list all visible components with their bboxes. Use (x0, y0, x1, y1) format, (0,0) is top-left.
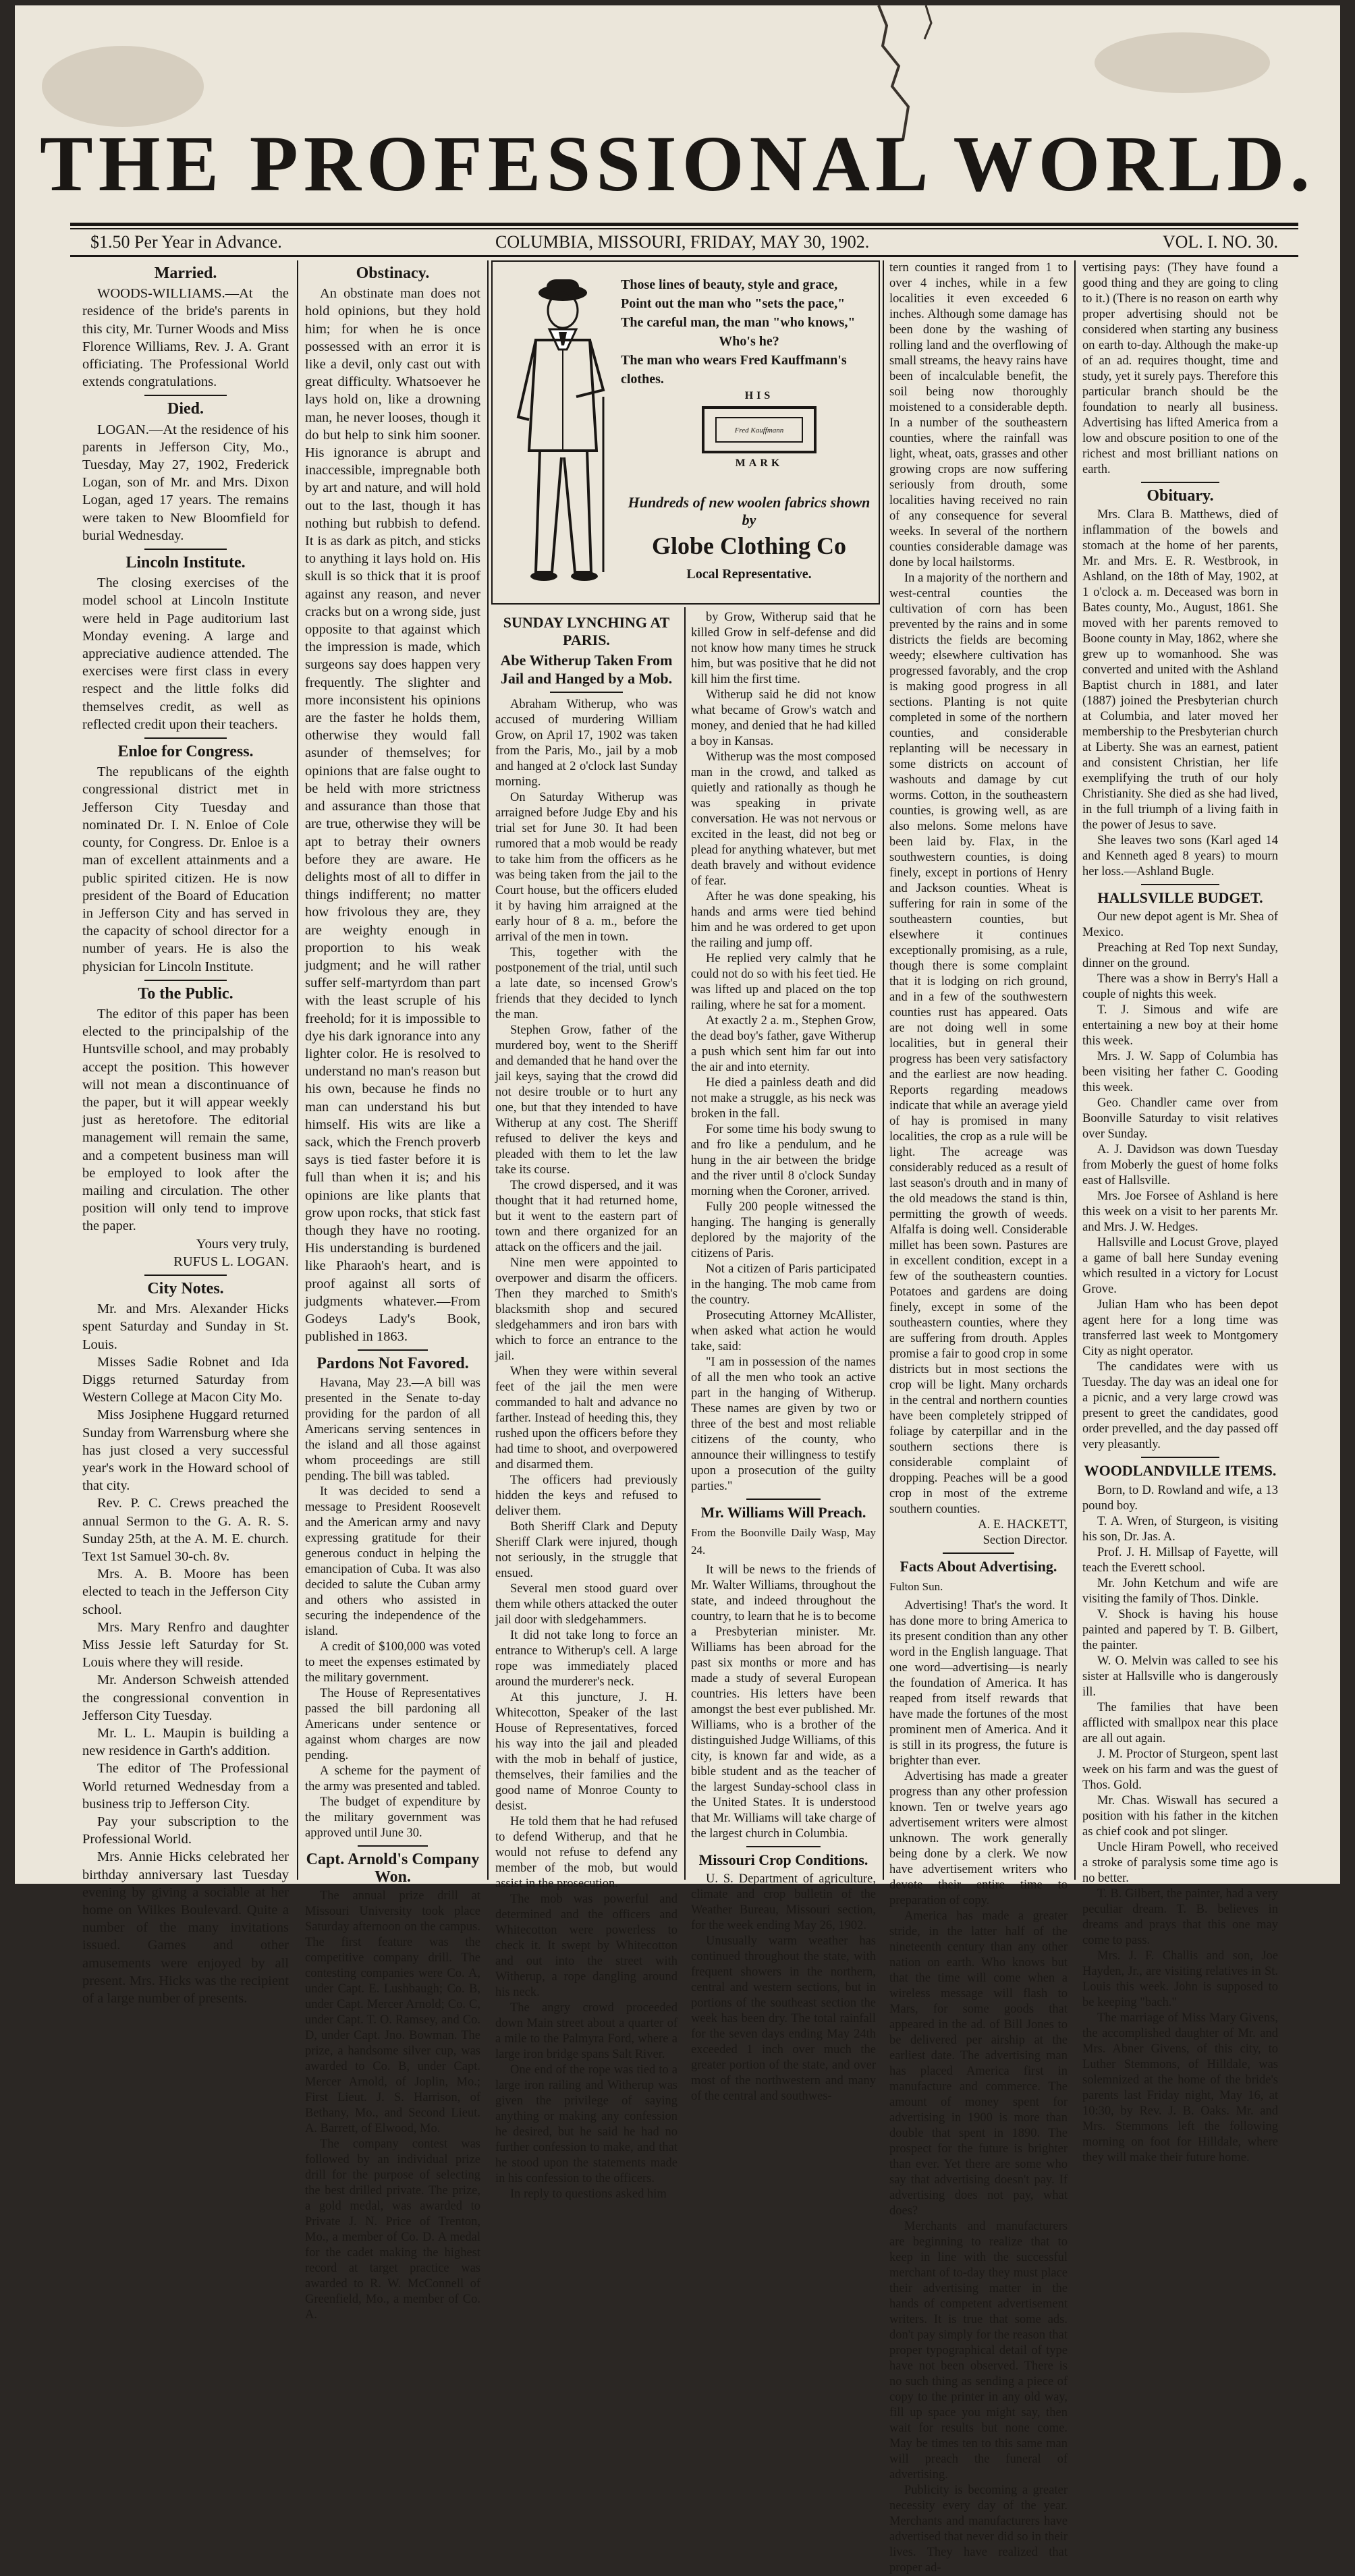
city-notes-heading: City Notes. (147, 1279, 224, 1297)
section-separator (746, 1499, 821, 1500)
hallsville-item: Our new depot agent is Mr. Shea of Mexico. (1082, 910, 1278, 940)
city-note: The editor of The Professional World returned Wednesday from a business trip to Jefferson City. (82, 1761, 289, 1812)
ad-verse-line: Point out the man who "sets the pace," (621, 296, 846, 311)
trademark-name: Fred Kauffmann (715, 417, 803, 443)
hallsville-item: Geo. Chandler came over from Boonville Saturday to visit relatives over Sunday. (1082, 1096, 1278, 1142)
hallsville-item: Preaching at Red Top next Sunday, dinner on the ground. (1082, 941, 1278, 971)
column-rule (883, 260, 884, 1880)
section-separator (358, 1349, 428, 1351)
williams-source: From the Boonville Daily Wasp, May 24. (691, 1526, 876, 1557)
ad-verse-line: The man who wears Fred Kauffmann's clothes. (621, 353, 847, 387)
ad-verse (621, 275, 877, 389)
masthead: THE PROFESSIONAL WORLD. (40, 119, 1315, 208)
lynching-paragraph: Fully 200 people witnessed the hanging. The hanging is generally deplored by the majority of the citizens of Paris. (691, 1200, 876, 1260)
kauffmann-trademark (695, 390, 823, 478)
crop-heading: Missouri Crop Conditions. (698, 1851, 868, 1868)
lynching-paragraph: This, together with the postponement of the trial, until such a late date, so incensed Grow's friends that they decided to lynch the man. (495, 945, 678, 1021)
lincoln-text: The closing exercises of the model school at Lincoln Institute were held in Page auditorium last Monday evening. A large and appreciative audience attended. The exercises were first class in every respect and the little folks did themselves credit, as well as reflected credit upon their teachers. (82, 576, 289, 732)
lynching-paragraph: by Grow, Witherup said that he killed Grow in self-defense and did not know how many times he struck him, but was positive that he did not kill him the first time. (691, 611, 876, 686)
section-separator (144, 980, 227, 981)
lynching-paragraph: After he was done speaking, his hands and arms were tied behind him and he was ordered to get upon the railing and jump off. (691, 890, 876, 950)
place-and-date: COLUMBIA, MISSOURI, FRIDAY, MAY 30, 1902. (495, 232, 870, 252)
city-note: Mrs. Annie Hicks celebrated her birthday anniversary last Tuesday evening by giving a sociable at her home on Wilkes Boulevard. Quite a number of the many invitations issued. Games and other amusements were enjoyed by all present. Mrs. Hicks was the recipient of a large number of presents. (82, 1849, 289, 2007)
trademark-frame (702, 406, 817, 453)
obituary-paragraph: Mrs. Clara B. Matthews, died of inflammation of the bowels and stomach at the home of her parents, Mr. and Mrs. E. R. Westbrook, in Ashland, on the 18th of May, 1902, at 1 o'clock a. m. Deceased was born in Bates county, Mo., August, 1861. She moved with her parents removed to Boone county in May, 1862, where she grew up to womanhood. She was converted and united with the Ashland Baptist church in 1881, and later (1887) joined the Presbyterian church at Columbia, and later moved her membership to the Presbyterian church at Liberty. She was an earnest, patient and consistent Christian, her life exemplifying the truth of our holy Christianity. She died as she had lived, in the full triumph of a living faith in the power of Jesus to save. (1082, 508, 1278, 833)
dateline (70, 232, 1298, 256)
lynching-paragraph: At this juncture, J. H. Whitecotton, Speaker of the last House of Representatives, forced his way into the jail and pleaded with the mob in behalf of justice, themselves, their families and the good name of Monroe County to desist. (495, 1690, 678, 1813)
lynching-paragraph: In reply to questions asked him (510, 2187, 667, 2201)
paper-stain (42, 46, 204, 127)
woodlandville-item: T. A. Wren, of Sturgeon, is visiting his son, Dr. Jas. A. (1082, 1514, 1278, 1544)
dateline-rule (70, 255, 1298, 257)
trademark-top-label: HIS (744, 390, 774, 401)
lynching-paragraph: The officers had previously hidden the keys and refused to deliver them. (495, 1473, 678, 1518)
column-4 (691, 610, 876, 2103)
advertising-paragraph: America has made a greater stride, in the latter half of the nineteenth century than any other nation on earth. Who knows but that the time will come when a wireless message will flash to Mars, for some goods that appeared in the ad. of Bill Jones to be delivered per airship at the earliest date. The advertising man has placed America first in manufacture and commerce. The amount of money spent for advertising in 1900 is more than double that spent in 1890. The prospect for the future is brighter than ever. Yet there are some who say that advertising doesn't pay. If advertising does not pay, what does? (889, 1909, 1068, 2218)
lincoln-heading: Lincoln Institute. (126, 554, 246, 572)
column-5 (889, 260, 1068, 2575)
lynching-paragraph: Abraham Witherup, who was accused of murdering William Grow, on April 17, 1902 was taken from the Paris, Mo., jail by a mob and hanged at 2 o'clock last Sunday morning. (495, 697, 678, 789)
married-heading: Married. (154, 264, 217, 282)
clothing-advertisement (491, 260, 880, 605)
lynching-paragraph: One end of the rope was tied to a large iron railing and Witherup was given the privilege of saying anything or making any confession he desired, but he said he had no further confession to make, and that he stood upon the statements made in his confession to the officers. (495, 2063, 678, 2185)
city-note: Mrs. A. B. Moore has been elected to teach in the Jefferson City school. (82, 1567, 289, 1617)
pardons-paragraph: It was decided to send a message to President Roosevelt and the American army and navy expressing gratitude for their generous conduct in helping the emancipation of Cuba. It was also decided to salute the Cuban army and others who assisted in securing the independence of the island. (305, 1484, 480, 1638)
advertising-paragraph: Advertising has made a greater progress than any other profession known. Ten or twelve years ago advertisement writers were almost unknown. The work generally being done by a clerk. We now have advertisement writers who devote their entire time to preparation of copy. (889, 1770, 1068, 1908)
lynching-paragraph: For some time his body swung to and fro like a pendulum, and he hung in the air between the bridge and the river until 8 o'clock Sunday morning when the Coroner, arrived. (691, 1123, 876, 1198)
section-separator (1141, 482, 1219, 483)
section-separator (1141, 1457, 1219, 1458)
advertising-paragraph: vertising pays: (They have found a good thing and they are going to cling to it.) (There is no reason on earth why proper advertising should not be considered when starting any business on earth to-day. Although the make-up of an ad. requires thought, time and study, yet it surely pays. Therefore this particular branch should be the foundation to nearly all business. Advertising has lifted America from a low and obscure position to one of the richest and most brilliant nations on earth. (1082, 261, 1278, 476)
advertising-heading: Facts About Advertising. (900, 1558, 1057, 1575)
lynching-paragraph: He died a painless death and did not make a struggle, as his neck was broken in the fall. (691, 1076, 876, 1121)
pardons-paragraph: The budget of expenditure by the military government was approved until June 30. (305, 1795, 480, 1840)
woodlandville-item: Mr. Chas. Wiswall has secured a position with his father in the kitchen as chief cook and pot slinger. (1082, 1793, 1278, 1839)
pardons-paragraph: A credit of $100,000 was voted to meet the expenses estimated by the military government. (305, 1640, 480, 1685)
obstinacy-text: An obstinate man does not hold opinions, but they hold him; for when he is once possessed with an error it is like a devil, only cast out with great difficulty. Whatsoever he lays hold on, like a drowning man, he never looses, though it do but help to sink him sooner. His ignorance is abrupt and inaccessible, impregnable both by art and nature, and will hold out to the last, though it has nothing but rubbish to defend. It is as dark as pitch, and sticks to anything it lays hold on. His skull is so thick that it is proof against any reason, and never cracks but on a wrong side, just opposite to that against which the impression is made, which surgeons say does happen very frequently. The slighter and more inconsistent his opinions are the faster he holds them, otherwise they would fall asunder of themselves; for opinions that are false ought to be held with more strictness and assurance than those that are true, otherwise they will be apt to betray their owners before they are aware. He delights most of all to differ in things indifferent; no matter how frivolous they are, they are weighty enough in proportion to his weak judgment; and he will rather suffer self-martyrdom than part with the least scruple of his freehold; for it is impossible to dye his dark ignorance into any lighter color. He is resolved to understand no man's reason but his own, because he finds no man can understand his but himself. His wits are like a sack, which the French proverb says is tied faster before it is full than when it is; and his opinions are like plants that grow upon rocks, that stick fast though they have no rooting. His understanding is burdened like Pharaoh's heart, and is proof against all sorts of judgments whatever.—From Godeys Lady's Book, published in 1863. (305, 286, 480, 1345)
hallsville-item: A. J. Davidson was down Tuesday from Moberly the guest of home folks east of Hallsville. (1082, 1143, 1278, 1188)
crop-signature-name: A. E. HACKETT, (978, 1518, 1068, 1532)
lynching-paragraph: Witherup was the most composed man in the crowd, and talked as quietly and rationally as though he was speaking in private conversation. He was not nervous or excited in the least, did not beg or plead for anything whatever, but met death bravely and without evidence of fear. (691, 750, 876, 888)
section-separator (550, 692, 623, 693)
pardons-paragraph: The House of Representatives passed the bill pardoning all Americans under sentence or against whom charges are now pending. (305, 1686, 480, 1762)
section-separator (746, 1846, 821, 1847)
column-1 (82, 260, 289, 2007)
ad-verse-line: Who's he? (719, 334, 779, 349)
hallsville-item: Mrs. J. W. Sapp of Columbia has been visiting her father C. Gooding this week. (1082, 1050, 1278, 1095)
obstinacy-heading: Obstinacy. (356, 264, 430, 282)
woodlandville-item: Prof. J. H. Millsap of Fayette, will teach the Everett school. (1082, 1545, 1278, 1575)
ad-fabrics-line: Hundreds of new woolen fabrics shown by (628, 494, 870, 528)
crop-paragraph: Unusually warm weather has continued throughout the state, with frequent showers in the northern, central and western sections, but in portions of the southeast section the week has been dry. The total rainfall for the seven days ending May 24th exceeded 1 inch over much the greater portion of the state, and over most of the northwestern and many of the central and southwes- (691, 1934, 876, 2103)
column-rule (297, 260, 298, 1880)
volume-number: VOL. I. NO. 30. (1162, 232, 1278, 252)
lynching-paragraph: Both Sheriff Clark and Deputy Sheriff Clark were injured, though not seriously, in the struggle that ensued. (495, 1519, 678, 1580)
hallsville-item: Mrs. Joe Forsee of Ashland is here this week on a visit to her parents Mr. and Mrs. J. W. Hedges. (1082, 1189, 1278, 1235)
williams-heading: Mr. Williams Will Preach. (700, 1504, 866, 1521)
column-rule (487, 260, 489, 1880)
masthead-rule-top (70, 223, 1298, 226)
woodlandville-item: The marriage of Miss Mary Givens, the accomplished daughter of Mr. and Mrs. Abner Givens, of this city, to Luther Stemmons, of Hilldale, was solemnized at the home of the bride's parents last Friday night, May 16, at 10:30, by Rev. J. B. Oaks. Mr. and Mrs. Stemmons left the following morning on foot for Hilldale, where they will make their future home. (1082, 2011, 1278, 2164)
lynching-paragraph: Several men stood guard over them while others attacked the outer jail door with sledgehammers. (495, 1581, 678, 1627)
arnold-paragraph: The annual prize drill at Missouri University took place Saturday afternoon on the campus. The first feature was the competitive company drill. The contesting companies were Co. A, under Capt. E. Lushbaugh; Co. B, under Capt. Mercer Arnold; Co. C, under Capt. T. O. Ramsey, and Co. D, under Capt. Jno. Bowman. The prize, a handsome silver cup, was awarded to Co. B, under Capt. Mercer Arnold, of Joplin, Mo.; First Lieut. J. S. Harrison, of Bethany, Mo., and Second Lieut. A. Barrett, of Elwood, Mo. (305, 1889, 480, 2135)
lynching-heading: SUNDAY LYNCHING AT PARIS. (503, 614, 670, 649)
advertising-source: Fulton Sun. (889, 1580, 943, 1594)
masthead-rule-thin (70, 228, 1298, 229)
column-rule (1074, 260, 1076, 1880)
obituary-heading: Obituary. (1146, 487, 1214, 505)
lynching-paragraph: Not a citizen of Paris participated in the hanging. The mob came from the country. (691, 1262, 876, 1307)
lynching-paragraph: Nine men were appointed to overpower and disarm the officers. Then they marched to Smith's blacksmith shop and secured sledgehammers and iron bars with which to force an entrance to the jail. (495, 1256, 678, 1363)
lynching-subheading: Abe Witherup Taken From Jail and Hanged by a Mob. (500, 652, 673, 687)
city-note: Pay your subscription to the Professional World. (82, 1814, 289, 1847)
woodlandville-item: The families that have been afflicted with smallpox near this place are all out again. (1082, 1700, 1278, 1745)
section-separator (144, 395, 227, 396)
ad-verse-line: The careful man, the man "who knows," (621, 315, 856, 330)
lynching-paragraph: Stephen Grow, father of the murdered boy, went to the Sheriff and demanded that he hand over the jail keys, saying that the crowd did not desire trouble or to hurt any one, but that they intended to have Witherup at any cost. The Sheriff refused to deliver the keys and pleaded with them to let the law take its course. (495, 1023, 678, 1177)
section-separator (943, 1552, 1014, 1554)
column-rule (684, 607, 686, 1880)
city-note: Rev. P. C. Crews preached the annual Sermon to the G. A. R. S. Sunday 25th, at the A. M. E. church. Text 1st Samuel 30-ch. 8v. (82, 1496, 289, 1565)
pardons-paragraph: Havana, May 23.—A bill was presented in the Senate to-day providing for the pardon of all Americans serving sentences in the island and all those against whom proceedings are still pending. The bill was tabled. (305, 1376, 480, 1483)
hallsville-item: The candidates were with us Tuesday. The day was an ideal one for a picnic, and a very large crowd was present to greet the candidates, good order prevelled, and the day passed off very pleasantly. (1082, 1360, 1278, 1452)
city-note: Mrs. Mary Renfro and daughter Miss Jessie left Saturday for St. Louis where they will reside. (82, 1619, 289, 1671)
lynching-paragraph: He replied very calmly that he could not do so with his feet tied. He was lifted up and placed on the top railing, where he sat for a moment. (691, 952, 876, 1012)
woodlandville-item: Uncle Hiram Powell, who received a stroke of paralysis some time ago is no better. (1082, 1840, 1278, 1885)
city-note: Mr. and Mrs. Alexander Hicks spent Saturday and Sunday in St. Louis. (82, 1301, 289, 1352)
lynching-paragraph: At exactly 2 a. m., Stephen Grow, the dead boy's father, gave Witherup a push which sent him far out into the air and into eternity. (691, 1014, 876, 1074)
lynching-paragraph: The angry crowd proceeded down Main street about a quarter of a mile to the Palmyra Ford, where a large iron bridge spans Salt River. (495, 2000, 678, 2061)
lynching-paragraph: The crowd dispersed, and it was thought that it had returned home, but it went to the eastern part of town and there organized for an attack on the officers and the jail. (495, 1178, 678, 1254)
section-separator (144, 1275, 227, 1276)
lynching-paragraph: It did not take long to force an entrance to Witherup's cell. A large rope was immediately placed around the murderer's neck. (495, 1628, 678, 1689)
lynching-paragraph: "I am in possession of the names of all the men who took an active part in the hanging of Witherup. These names are given by two or three of the best and most reliable citizens of the county, who announce their willingness to testify upon a prosecution of the guilty parties." (691, 1355, 876, 1493)
section-separator (144, 549, 227, 550)
died-text: LOGAN.—At the residence of his parents in Jefferson City, Mo., Tuesday, May 27, 1902, Frederick Logan, son of Mr. and Mrs. Dixon Logan, aged 17 years. The remains were taken to New Bloomfield for burial Wednesday. (82, 422, 289, 543)
public-text: The editor of this paper has been elected to the principalship of the Huntsville school, and may probably accept the position. This however will not mean a discontinuance of the paper, but it will appear weekly just as heretofore. The editorial management will remain the same, and a competent business man will be employed to look after the mailing and circulation. The other position will only tend to improve the paper. (82, 1006, 289, 1234)
lynching-paragraph: Prosecuting Attorney McAllister, when asked what action he would take, said: (691, 1309, 876, 1353)
woodlandville-item: Born, to D. Rowland and wife, a 13 pound boy. (1082, 1483, 1278, 1513)
column-2 (305, 260, 480, 2322)
arnold-paragraph: The company contest was followed by an individual prize drill for the purpose of selecting the best drilled private. The prize, a gold medal, was awarded to Private J. N. Price of Trenton, Mo., a member of Co. D. A medal for the cadet making the highest record at target practice was awarded to R. W. McConnell of Greenfield, Mo., a member of Co. A. (305, 2137, 480, 2322)
crop-paragraph: tern counties it ranged from 1 to over 4 inches, while in a few localities it even exceeded 6 inches. Although some damage has been done by the washing of rolling land and the overflowing of small streams, the heavy rains have been of incalculable benefit, the soil being now thoroughly moistened to a considerable depth. In a number of the southeastern counties, where the rainfall was light, wheat, oats, grasses and other growing crops are now suffering seriously from drouth, some localities having received no rain of any consequence for several weeks. In several of the northern counties considerable damage was done by local hailstorms. (889, 261, 1068, 569)
column-6 (1082, 260, 1278, 2164)
ad-verse-line: Those lines of beauty, style and grace, (621, 277, 838, 292)
hallsville-item: Julian Ham who has been depot agent here for a long time was transferred last week to Montgomery City as night operator. (1082, 1298, 1278, 1359)
woodlandville-item: T. B. Gilbert, the painter, had a very peculiar dream. T. B. believes in dreams and prays that this one may come to pass. (1082, 1886, 1278, 1947)
section-separator (144, 737, 227, 739)
section-separator (358, 1845, 428, 1847)
enloe-text: The republicans of the eighth congressional district met in Jefferson City Tuesday and nominated Dr. I. N. Enloe of Cole county, for Congress. Dr. Enloe is a man of excellent attainments and a public spirited citizen. He is now president of the Board of Education in Jefferson City and has served in the capacity of school director for a number of years. He is also the physician for Lincoln Institute. (82, 764, 289, 974)
city-note: Mr. Anderson Schweish attended the congressional convention in Jefferson City Tuesday. (82, 1673, 289, 1723)
woodlandville-item: V. Shock is having his house painted and papered by T. B. Gilbert, the painter. (1082, 1607, 1278, 1652)
advertising-paragraph: Advertising! That's the word. It has done more to bring America to its present condition than any other word in the English language. That one word—advertising—is nearly the foundation of America. It has reaped from itself rewards that have made the fortunes of the most prominent men of America. And it is still in its progress, the future is brighter than ever. (889, 1599, 1068, 1768)
public-heading: To the Public. (138, 984, 233, 1003)
woodlandville-heading: WOODLANDVILLE ITEMS. (1084, 1462, 1277, 1480)
hallsville-item: T. J. Simous and wife are entertaining a new boy at their home this week. (1082, 1003, 1278, 1048)
advertising-paragraph: Publicity is becoming a greater necessity every day of the year. Merchants and manufacturers have advertised that never did so in their lives. They have realized that proper ad- (889, 2484, 1068, 2575)
died-heading: Died. (167, 400, 204, 418)
trademark-bottom-label: MARK (735, 457, 783, 469)
woodlandville-item: Mr. John Ketchum and wife are visiting the family of Thos. Dinkle. (1082, 1576, 1278, 1606)
pardons-paragraph: A scheme for the payment of the army was presented and tabled. (305, 1764, 480, 1793)
man-in-suit-illustration (502, 275, 624, 599)
obituary-paragraph: She leaves two sons (Karl aged 14 and Kenneth aged 8 years) to mourn her loss.—Ashland Bugle. (1082, 834, 1278, 879)
lynching-paragraph: The mob was powerful and determined and the officers and Whitecotton were powerless to check it. It swept by Whitecotton and out into the street with Witherup, a rope dangling around his neck. (495, 1892, 678, 1999)
lynching-paragraph: Witherup said he did not know what became of Grow's watch and money, and denied that he had killed a boy in Kansas. (691, 688, 876, 748)
city-note: Miss Josiphene Huggard returned Sunday from Warrensburg where she has just closed a very successful year's work in the Howard school of that city. (82, 1407, 289, 1494)
newspaper-page (15, 5, 1340, 2575)
subscription-price: $1.50 Per Year in Advance. (90, 232, 282, 252)
public-signature: RUFUS L. LOGAN. (173, 1254, 289, 1269)
advertising-paragraph: Merchants and manufacturers are beginning to realize that to keep in line with the successful merchant of to-day they must place their advertising matter in the hands of competent advertisement writers. It is true that some ads. don't pay simply for the reason that proper typographical detail of type have not been observed. There is no such thing as sending a piece of copy to the printer in any old way, fill up space you might say, then wait for results but none come. May be times ten to this same man will preach the funeral of advertising. (889, 2220, 1068, 2482)
arnold-heading: Capt. Arnold's Company Won. (306, 1850, 480, 1886)
column-3 (495, 610, 678, 2201)
ad-company-name: Globe Clothing Co (651, 532, 847, 559)
hallsville-item: There was a show in Berry's Hall a couple of nights this week. (1082, 972, 1278, 1002)
enloe-heading: Enloe for Congress. (117, 743, 254, 761)
city-note: Mr. L. L. Maupin is building a new residence in Garth's addition. (82, 1726, 289, 1759)
crop-paragraph: U. S. Department of agriculture, climate and crop bulletin of the Weather Bureau, Missouri section, for the week ending May 26, 1902. (691, 1872, 876, 1932)
pardons-heading: Pardons Not Favored. (316, 1355, 469, 1373)
williams-text: It will be news to the friends of Mr. Walter Williams, throughout the state, and indeed throughout the country, to learn that he is to become a Presbyterian minister. Mr. Williams has been abroad for the past six months or more and has made a study of several European countries. His letters have been amongst the best ever published. Mr. Williams, who is a brother of the distinguished Judge Williams, of this city, is known far and wide, as a bible student and as the teacher of the largest Sunday-school class in the United States. It is understood that Mr. Williams will take charge of the largest church in Columbia. (691, 1563, 876, 1841)
hallsville-item: Hallsville and Locust Grove, played a game of ball here Sunday evening which resulted in a victory for Locust Grove. (1082, 1236, 1278, 1297)
public-close: Yours very truly, (196, 1236, 289, 1252)
city-note: Misses Sadie Robnet and Ida Diggs returned Saturday from Western College at Macon City Mo. (82, 1354, 289, 1405)
married-text: WOODS-WILLIAMS.—At the residence of the bride's parents in this city, Mr. Turner Woods and Miss Florence Williams, Rev. J. A. Grant officiating. The Professional World extends congratulations. (82, 286, 289, 390)
crop-signature-title: Section Director. (983, 1534, 1068, 1547)
paper-stain (1095, 32, 1270, 93)
woodlandville-item: J. M. Proctor of Sturgeon, spent last week on his farm and was the guest of Thos. Gold. (1082, 1747, 1278, 1792)
crop-paragraph: In a majority of the northern and west-central counties the cultivation of corn has been prevented by the rains and in some districts the fields are becoming weedy; elsewhere cultivation has progressed favorably, and the crop is making good progress in all sections. Planting is not quite completed in some of the northern counties, and considerable replanting will be necessary in some districts on account of washouts and damage by cut worms. Cotton, in the southeastern counties, is growing well, as are also melons. Some melons have been laid by. Flax, in the southwestern counties, is doing finely, except in portions of Henry and Jackson counties. Wheat is suffering for rain in some of the southeastern counties, but elsewhere it continues exceptionally promising, as a rule, though there is some complaint that it is lodging on rich ground, and in a few of the southwestern counties rust has appeared. Oats are not doing well in some localities, but in general their progress has been very satisfactory and the earliest are now heading. Reports regarding meadows indicate that while an average yield of hay is promised in many localities, the crop as a rule will be light. The acreage was considerably reduced as a result of last season's drouth and in many of the old meadows the stand is thin, permitting the growth of weeds. Alfalfa is doing well. Considerable millet has been sown. Pastures are in excellent condition, except in a few of the southeastern counties. Potatoes and gardens are doing finely, except in some of the southeastern counties, where they are suffering from drouth. Apples promise a fair to good crop in some districts but in most sections the crop will be light. Many orchards in the central and northern counties have been completely stripped of foliage by caterpillar and in the southern sections there is considerable complaint of dropping. Peaches will be a good crop in most of the extreme southern counties. (889, 571, 1068, 1516)
woodlandville-item: W. O. Melvin was called to see his sister at Hallsville who is dangerously ill. (1082, 1654, 1278, 1699)
lynching-paragraph: On Saturday Witherup was arraigned before Judge Eby and his trial set for June 30. It had been rumored that a mob would be ready to take him from the officers as he was being taken from the jail to the Court house, but the officers eluded it by having him arraigned at the early hour of 8 a. m., before the arrival of the men in town. (495, 790, 678, 944)
lynching-paragraph: He told them that he had refused to defend Witherup, and that he would not refuse to defend any member of the mob, but would assist in the prosecution. (495, 1814, 678, 1891)
lynching-paragraph: When they were within several feet of the jail the men were commanded to halt and advance no farther. Instead of heeding this, they rushed upon the officers before they had time to shoot, and overpowered and disarmed them. (495, 1364, 678, 1472)
hallsville-heading: HALLSVILLE BUDGET. (1097, 889, 1263, 907)
woodlandville-item: Mrs. J. F. Challis and son, Joe Hayden, Jr., are visiting relatives in St. Louis this week. John is supposed to be keeping "bach." (1082, 1949, 1278, 2009)
section-separator (1141, 884, 1219, 885)
ad-representative: Local Representative. (686, 567, 812, 582)
